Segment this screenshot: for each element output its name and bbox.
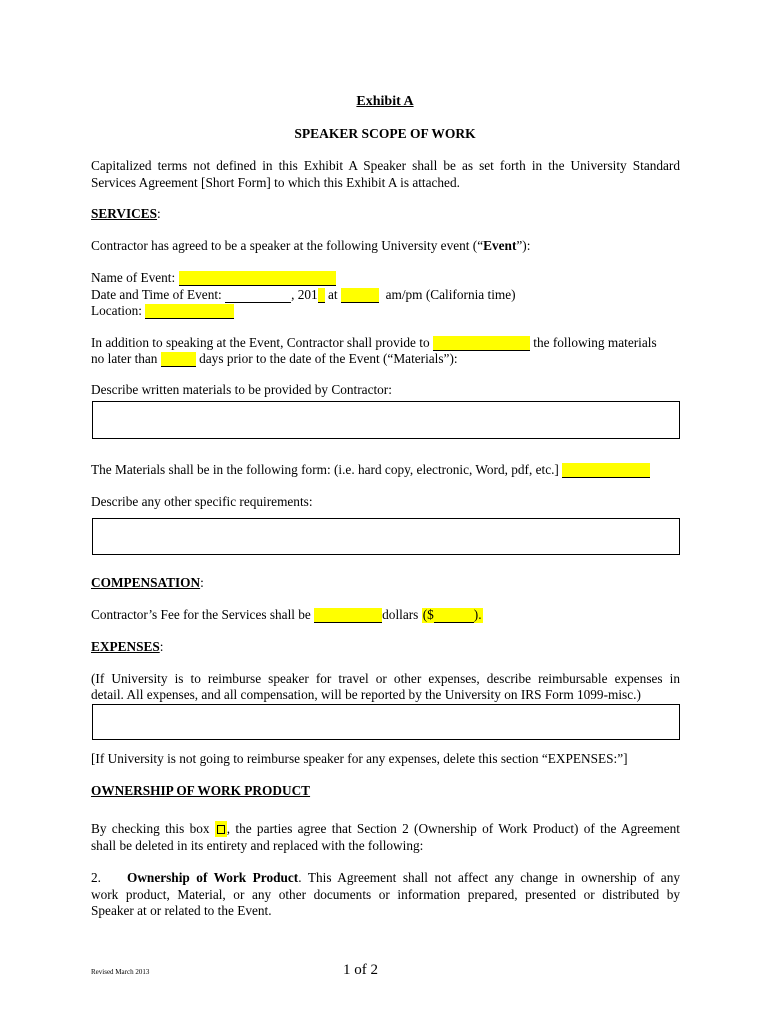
expenses-line-2: detail. All expenses, and all compensation, will be reported by the University on IRS Form 1099-misc.) [91, 687, 641, 702]
materials-line1-pre: In addition to speaking at the Event, Contractor shall provide to [91, 335, 430, 350]
compensation-heading: COMPENSATION [91, 575, 201, 590]
materials-line-2 [91, 351, 458, 367]
time-field[interactable] [341, 288, 379, 303]
name-of-event-field[interactable] [179, 271, 336, 286]
section-2-line-1 [91, 870, 680, 886]
location-label: Location: [91, 303, 142, 318]
document-title: SPEAKER SCOPE OF WORK [294, 126, 476, 141]
location-field[interactable] [145, 304, 234, 319]
at-word: at [328, 287, 338, 302]
services-text-post: ”): [516, 238, 531, 253]
checkbox-line1-post: , the parties agree that Section 2 (Ownership of Work Product) of the Agreement [226, 821, 680, 836]
section-number: 2. [91, 870, 101, 885]
expenses-line-1: (If University is to reimburse speaker for travel or other expenses, describe reimbursable expenses in [91, 671, 680, 686]
fee-words-field[interactable] [314, 608, 382, 623]
written-materials-box[interactable] [92, 401, 680, 439]
section-line1-rest: . This Agreement shall not affect any change in ownership of any [298, 870, 680, 885]
date-comma-year: , 201 [291, 287, 318, 302]
checkbox-square-icon [217, 825, 225, 834]
materials-form-field[interactable] [562, 463, 650, 478]
describe-written-label: Describe written materials to be provided by Contractor: [91, 382, 392, 397]
describe-other-label: Describe any other specific requirements: [91, 494, 313, 509]
services-heading-row [91, 206, 161, 222]
exhibit-title: Exhibit A [356, 94, 414, 109]
checkbox-line1-pre: By checking this box [91, 821, 210, 836]
section-2-line-2: work product, Material, or any other documents or information prepared, presented or distributed by [91, 887, 680, 902]
materials-line2-pre: no later than [91, 351, 158, 366]
ampm-text: am/pm (California time) [385, 287, 516, 302]
services-text-pre: Contractor has agreed to be a speaker at the following University event (“ [91, 238, 484, 253]
fee-amount-field[interactable] [422, 608, 483, 623]
ownership-heading: OWNERSHIP OF WORK PRODUCT [91, 783, 311, 798]
date-field[interactable] [225, 288, 291, 303]
checkbox-line-2: shall be deleted in its entirety and replaced with the following: [91, 838, 424, 853]
materials-line2-post: days prior to the date of the Event (“Materials”): [199, 351, 458, 366]
materials-line1-post: the following materials [533, 335, 657, 350]
fee-text-pre: Contractor’s Fee for the Services shall be [91, 607, 311, 622]
expenses-delete-note: [If University is not going to reimburse speaker for any expenses, delete this section “EXPENSES:”] [91, 751, 628, 766]
fee-amount-blank[interactable] [434, 608, 474, 623]
ownership-checkbox[interactable] [215, 821, 227, 837]
materials-form-text: The Materials shall be in the following form: (i.e. hard copy, electronic, Word, pdf, etc.] [91, 462, 559, 477]
services-colon: : [157, 206, 161, 221]
intro-line-1: Capitalized terms not defined in this Exhibit A Speaker shall be as set forth in the University Standard [91, 158, 680, 173]
fee-paren-close: ). [473, 607, 482, 622]
other-requirements-box[interactable] [92, 518, 680, 555]
fee-row [91, 607, 483, 623]
footer-revised: Revised March 2013 [91, 968, 150, 976]
expenses-colon: : [159, 639, 164, 654]
footer-page-number: 1 of 2 [343, 962, 378, 978]
services-heading: SERVICES [91, 206, 158, 221]
expenses-heading: EXPENSES [91, 639, 160, 654]
compensation-heading-row [91, 575, 204, 591]
fee-dollars-word: dollars [382, 607, 419, 622]
date-time-label: Date and Time of Event: [91, 287, 222, 302]
materials-recipient-field[interactable] [433, 336, 530, 351]
materials-line-1 [91, 335, 657, 351]
materials-form-row [91, 462, 650, 478]
section-title: Ownership of Work Product [126, 870, 299, 885]
name-of-event-label: Name of Event: [91, 270, 176, 285]
section-2-line-3: Speaker at or related to the Event. [91, 903, 272, 918]
fee-paren-open: ($ [422, 607, 434, 622]
checkbox-line-1 [91, 821, 680, 837]
days-prior-field[interactable] [161, 352, 196, 367]
expenses-box[interactable] [92, 704, 680, 740]
services-description [91, 238, 530, 254]
year-digit-field[interactable] [318, 288, 325, 303]
compensation-colon: : [200, 575, 204, 590]
services-event-word: Event [483, 238, 517, 253]
intro-line-2: Services Agreement [Short Form] to which this Exhibit A is attached. [91, 175, 460, 190]
location-row [91, 303, 234, 319]
date-time-row [91, 287, 516, 303]
name-of-event-row [91, 270, 336, 286]
expenses-heading-row [91, 639, 163, 655]
